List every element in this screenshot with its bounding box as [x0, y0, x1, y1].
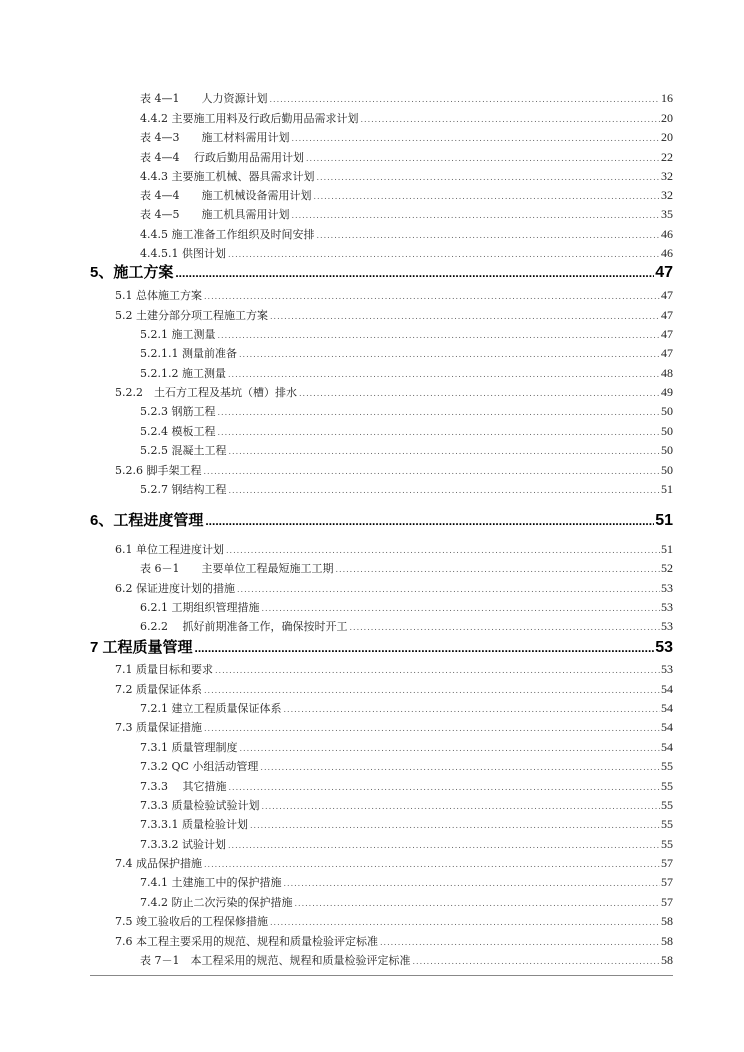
- dot-leader: [262, 601, 661, 617]
- dot-leader: [229, 780, 661, 796]
- toc-entry-label: 6.2 保证进度计划的措施: [115, 582, 235, 595]
- toc-entry-label: 表 6－1 主要单位工程最短施工工期: [140, 562, 334, 575]
- toc-entry[interactable]: [0, 599, 673, 615]
- dot-leader: [195, 638, 655, 658]
- dot-leader: [336, 562, 661, 578]
- toc-page-number: 50: [661, 404, 673, 418]
- toc-entry-label: 7.3.3 质量检验试验计划: [140, 799, 260, 812]
- toc-entry-label: 5.2.5 混凝土工程: [140, 444, 227, 457]
- dot-leader: [204, 721, 660, 737]
- toc-page-number: 57: [661, 856, 673, 870]
- toc-page-number: 55: [661, 798, 673, 812]
- toc-entry[interactable]: [0, 226, 673, 242]
- toc-page-number: 53: [661, 619, 673, 633]
- toc-entry[interactable]: [0, 423, 673, 439]
- toc-heading[interactable]: [0, 511, 673, 531]
- toc-entry-label: 7.2.1 建立工程质量保证体系: [140, 702, 282, 715]
- toc-page-number: 54: [661, 720, 673, 734]
- toc-entry-label: 5.2.1 施工测量: [140, 328, 216, 341]
- toc-page-number: 50: [661, 424, 673, 438]
- toc-entry-label: 7.4.1 土建施工中的保护措施: [140, 876, 282, 889]
- toc-entry[interactable]: [0, 681, 673, 697]
- toc-page-number: 16: [661, 91, 673, 105]
- toc-page-number: 53: [661, 600, 673, 614]
- toc-entry[interactable]: [0, 952, 673, 968]
- dot-leader: [360, 112, 660, 128]
- toc-page-number: 47: [655, 264, 673, 281]
- toc-entry-label: 6.2.1 工期组织管理措施: [140, 601, 260, 614]
- dot-leader: [314, 189, 661, 205]
- toc-entry[interactable]: [0, 129, 673, 145]
- dot-leader: [237, 582, 660, 598]
- dot-leader: [240, 741, 661, 757]
- toc-entry[interactable]: [0, 326, 673, 342]
- toc-entry-label: 5.2.1.2 施工测量: [140, 367, 226, 380]
- toc-entry-label: 6.2.2 抓好前期准备工作，确保按时开工: [140, 620, 348, 633]
- toc-entry-label: 表 4—5 施工机具需用计划: [140, 208, 290, 221]
- toc-entry-label: 表 7－1 本工程采用的规范、规程和质量检验评定标准: [140, 954, 411, 967]
- toc-entry[interactable]: [0, 933, 673, 949]
- toc-entry[interactable]: [0, 442, 673, 458]
- toc-entry[interactable]: [0, 560, 673, 576]
- toc-entry[interactable]: [0, 168, 673, 184]
- dot-leader: [295, 896, 661, 912]
- toc-page-number: 47: [661, 327, 673, 341]
- toc-entry-label: 7.4 成品保护措施: [115, 857, 202, 870]
- dot-leader: [306, 151, 660, 167]
- toc-heading[interactable]: [0, 638, 673, 658]
- toc-page-number: 47: [661, 346, 673, 360]
- toc-page-number: 54: [661, 682, 673, 696]
- toc-entry[interactable]: [0, 245, 673, 261]
- dot-leader: [226, 543, 660, 559]
- dot-leader: [215, 663, 660, 679]
- toc-entry[interactable]: [0, 580, 673, 596]
- dot-leader: [260, 760, 660, 776]
- toc-page-number: 47: [661, 308, 673, 322]
- dot-leader: [299, 386, 660, 402]
- toc-entry-label: 7.3.3.1 质量检验计划: [140, 818, 248, 831]
- toc-entry[interactable]: [0, 462, 673, 478]
- toc-entry-label: 7.3.1 质量管理制度: [140, 741, 238, 754]
- toc-entry[interactable]: [0, 700, 673, 716]
- toc-entry-label: 4.4.5 施工准备工作组织及时间安排: [140, 228, 315, 241]
- dot-leader: [349, 620, 660, 636]
- toc-entry-label: 7 工程质量管理: [90, 639, 193, 656]
- toc-page-number: 50: [661, 443, 673, 457]
- dot-leader: [218, 425, 661, 441]
- toc-page-number: 50: [661, 463, 673, 477]
- toc-entry-label: 5.2.1.1 测量前准备: [140, 347, 237, 360]
- toc-entry-label: 5.2.6 脚手架工程: [115, 464, 202, 477]
- toc-entry[interactable]: [0, 90, 673, 106]
- toc-page-number: 55: [661, 837, 673, 851]
- toc-entry[interactable]: [0, 894, 673, 910]
- dot-leader: [250, 818, 660, 834]
- toc-page-number: 58: [661, 953, 673, 967]
- toc-entry[interactable]: [0, 481, 673, 497]
- toc-entry[interactable]: [0, 855, 673, 871]
- toc-entry-label: 7.3.3 其它措施: [140, 780, 227, 793]
- toc-entry-label: 5、施工方案: [90, 264, 174, 281]
- dot-leader: [380, 935, 660, 951]
- toc-page-number: 52: [661, 561, 673, 575]
- toc-page-number: 32: [661, 188, 673, 202]
- toc-entry-label: 表 4—4 行政后勤用品需用计划: [140, 151, 304, 164]
- toc-entry[interactable]: [0, 618, 673, 634]
- toc-entry-label: 4.4.3 主要施工机械、器具需求计划: [140, 170, 315, 183]
- toc-entry[interactable]: [0, 384, 673, 400]
- dot-leader: [218, 328, 661, 344]
- toc-entry-label: 7.3 质量保证措施: [115, 721, 202, 734]
- toc-page-number: 51: [655, 512, 673, 529]
- dot-leader: [205, 511, 654, 531]
- dot-leader: [284, 702, 661, 718]
- toc-entry[interactable]: [0, 345, 673, 361]
- toc-entry-label: 4.4.5.1 供图计划: [140, 247, 226, 260]
- toc-page-number: 53: [661, 581, 673, 595]
- toc-entry-label: 7.3.2 QC 小组活动管理: [140, 760, 259, 773]
- toc-entry-label: 7.1 质量目标和要求: [115, 663, 213, 676]
- dot-leader: [204, 289, 660, 305]
- toc-entry[interactable]: [0, 149, 673, 165]
- toc-entry-label: 5.2.7 钢结构工程: [140, 483, 227, 496]
- toc-entry-label: 7.4.2 防止二次污染的保护措施: [140, 896, 293, 909]
- toc-page-number: 54: [661, 701, 673, 715]
- dot-leader: [270, 309, 660, 325]
- toc-page-number: 58: [661, 934, 673, 948]
- dot-leader: [204, 857, 660, 873]
- toc-entry-label: 5.2.2 土石方工程及基坑（槽）排水: [115, 386, 297, 399]
- toc-page-number: 57: [661, 895, 673, 909]
- dot-leader: [218, 405, 661, 421]
- toc-entry-label: 7.5 竣工验收后的工程保修措施: [115, 915, 268, 928]
- toc-entry-label: 表 4—3 施工材料需用计划: [140, 131, 290, 144]
- toc-entry[interactable]: [0, 206, 673, 222]
- toc-entry-label: 5.2.3 钢筋工程: [140, 405, 216, 418]
- toc-entry[interactable]: [0, 797, 673, 813]
- toc-page-number: 57: [661, 875, 673, 889]
- toc-page-number: 55: [661, 779, 673, 793]
- toc-page-number: 46: [661, 227, 673, 241]
- dot-leader: [204, 683, 660, 699]
- toc-entry-label: 7.2 质量保证体系: [115, 683, 202, 696]
- dot-leader: [270, 915, 660, 931]
- toc-entry[interactable]: [0, 403, 673, 419]
- toc-entry[interactable]: [0, 365, 673, 381]
- toc-entry-label: 5.2.4 模板工程: [140, 425, 216, 438]
- dot-leader: [413, 954, 661, 970]
- toc-entry-label: 表 4—4 施工机械设备需用计划: [140, 189, 312, 202]
- toc-entry-label: 6.1 单位工程进度计划: [115, 543, 224, 556]
- dot-leader: [228, 838, 660, 854]
- toc-page-number: 22: [661, 150, 673, 164]
- toc-entry[interactable]: [0, 661, 673, 677]
- toc-entry[interactable]: [0, 541, 673, 557]
- toc-page-number: 20: [661, 111, 673, 125]
- dot-leader: [175, 263, 654, 283]
- dot-leader: [229, 444, 661, 460]
- toc-page-number: 20: [661, 130, 673, 144]
- dot-leader: [284, 876, 661, 892]
- toc-entry-label: 7.6 本工程主要采用的规范、规程和质量检验评定标准: [115, 935, 378, 948]
- toc-entry-label: 表 4—1 人力资源计划: [140, 92, 268, 105]
- toc-entry-label: 6、工程进度管理: [90, 512, 204, 529]
- toc-page-number: 32: [661, 169, 673, 183]
- dot-leader: [228, 367, 660, 383]
- toc-page-number: 47: [661, 288, 673, 302]
- footer-rule: [90, 975, 673, 976]
- toc-entry[interactable]: [0, 187, 673, 203]
- toc-page-number: 51: [661, 482, 673, 496]
- dot-leader: [229, 483, 661, 499]
- toc-page-number: 53: [655, 639, 673, 656]
- toc-entry[interactable]: [0, 816, 673, 832]
- toc-page-number: 35: [661, 207, 673, 221]
- toc-page-number: 58: [661, 914, 673, 928]
- dot-leader: [228, 247, 660, 263]
- toc-entry[interactable]: [0, 287, 673, 303]
- toc-page-number: 54: [661, 740, 673, 754]
- toc-entry[interactable]: [0, 778, 673, 794]
- toc-entry-label: 5.2 土建分部分项工程施工方案: [115, 309, 268, 322]
- toc-page-number: 55: [661, 759, 673, 773]
- toc-entry-label: 4.4.2 主要施工用料及行政后勤用品需求计划: [140, 112, 359, 125]
- toc-entry[interactable]: [0, 739, 673, 755]
- toc-entry-label: 5.1 总体施工方案: [115, 289, 202, 302]
- dot-leader: [204, 464, 661, 480]
- dot-leader: [316, 228, 660, 244]
- dot-leader: [316, 170, 660, 186]
- toc-entry[interactable]: [0, 758, 673, 774]
- dot-leader: [262, 799, 661, 815]
- toc-entry[interactable]: [0, 913, 673, 929]
- toc-page-number: 48: [661, 366, 673, 380]
- toc-entry[interactable]: [0, 836, 673, 852]
- dot-leader: [270, 92, 661, 108]
- toc-page-number: 55: [661, 817, 673, 831]
- toc-page-number: 53: [661, 662, 673, 676]
- dot-leader: [292, 131, 661, 147]
- toc-page-number: 46: [661, 246, 673, 260]
- toc-heading[interactable]: [0, 263, 673, 283]
- toc-page-number: 49: [661, 385, 673, 399]
- toc-entry[interactable]: [0, 307, 673, 323]
- toc-entry[interactable]: [0, 110, 673, 126]
- toc-entry[interactable]: [0, 719, 673, 735]
- toc-page-number: 51: [661, 542, 673, 556]
- toc-entry[interactable]: [0, 874, 673, 890]
- toc-entry-label: 7.3.3.2 试验计划: [140, 838, 226, 851]
- dot-leader: [292, 208, 661, 224]
- dot-leader: [239, 347, 660, 363]
